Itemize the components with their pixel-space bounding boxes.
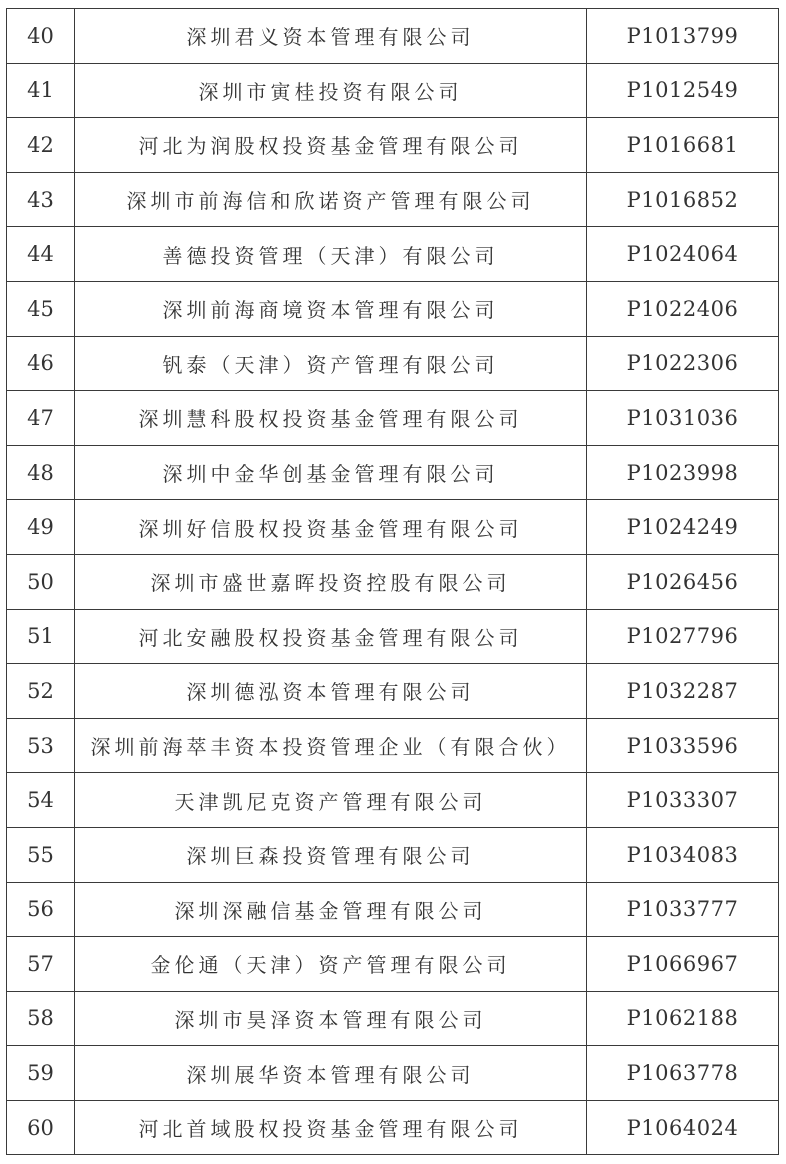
registration-code: P1031036 [587, 391, 779, 446]
company-name: 深圳君义资本管理有限公司 [75, 9, 587, 64]
institution-table-container [6, 8, 779, 1155]
row-number: 48 [7, 445, 75, 500]
row-number: 58 [7, 991, 75, 1046]
row-number: 56 [7, 882, 75, 937]
row-number: 49 [7, 500, 75, 555]
row-number: 57 [7, 937, 75, 992]
company-name: 深圳市盛世嘉晖投资控股有限公司 [75, 554, 587, 609]
table-row [7, 609, 779, 664]
row-number: 47 [7, 391, 75, 446]
row-number: 44 [7, 227, 75, 282]
table-row [7, 118, 779, 173]
registration-code: P1016681 [587, 118, 779, 173]
registration-code: P1024249 [587, 500, 779, 555]
registration-code: P1024064 [587, 227, 779, 282]
company-name: 深圳前海萃丰资本投资管理企业（有限合伙） [75, 718, 587, 773]
company-name: 深圳前海商境资本管理有限公司 [75, 281, 587, 336]
company-name: 深圳市昊泽资本管理有限公司 [75, 991, 587, 1046]
company-name: 深圳巨森投资管理有限公司 [75, 827, 587, 882]
registration-code: P1023998 [587, 445, 779, 500]
table-row [7, 391, 779, 446]
registration-code: P1033596 [587, 718, 779, 773]
table-row [7, 664, 779, 719]
row-number: 50 [7, 554, 75, 609]
registration-code: P1026456 [587, 554, 779, 609]
row-number: 42 [7, 118, 75, 173]
table-row [7, 500, 779, 555]
registration-code: P1033307 [587, 773, 779, 828]
row-number: 40 [7, 9, 75, 64]
row-number: 51 [7, 609, 75, 664]
table-row [7, 227, 779, 282]
row-number: 59 [7, 1046, 75, 1101]
registration-code: P1033777 [587, 882, 779, 937]
table-body [7, 9, 779, 1155]
company-name: 天津凯尼克资产管理有限公司 [75, 773, 587, 828]
registration-code: P1063778 [587, 1046, 779, 1101]
registration-code: P1016852 [587, 172, 779, 227]
registration-code: P1022406 [587, 281, 779, 336]
company-name: 深圳德泓资本管理有限公司 [75, 664, 587, 719]
registration-code: P1013799 [587, 9, 779, 64]
row-number: 45 [7, 281, 75, 336]
table-row [7, 991, 779, 1046]
table-row [7, 336, 779, 391]
registration-code: P1022306 [587, 336, 779, 391]
table-row [7, 718, 779, 773]
row-number: 43 [7, 172, 75, 227]
registration-code: P1012549 [587, 63, 779, 118]
company-name: 深圳好信股权投资基金管理有限公司 [75, 500, 587, 555]
row-number: 46 [7, 336, 75, 391]
row-number: 53 [7, 718, 75, 773]
row-number: 55 [7, 827, 75, 882]
row-number: 60 [7, 1100, 75, 1155]
company-name: 河北为润股权投资基金管理有限公司 [75, 118, 587, 173]
registration-code: P1066967 [587, 937, 779, 992]
registration-code: P1062188 [587, 991, 779, 1046]
table-row [7, 63, 779, 118]
row-number: 41 [7, 63, 75, 118]
registration-code: P1032287 [587, 664, 779, 719]
company-name: 深圳中金华创基金管理有限公司 [75, 445, 587, 500]
institution-table [6, 8, 779, 1155]
row-number: 52 [7, 664, 75, 719]
company-name: 善德投资管理（天津）有限公司 [75, 227, 587, 282]
company-name: 河北安融股权投资基金管理有限公司 [75, 609, 587, 664]
table-row [7, 882, 779, 937]
table-row [7, 281, 779, 336]
registration-code: P1064024 [587, 1100, 779, 1155]
registration-code: P1027796 [587, 609, 779, 664]
table-row [7, 9, 779, 64]
table-row [7, 172, 779, 227]
company-name: 河北首域股权投资基金管理有限公司 [75, 1100, 587, 1155]
table-row [7, 827, 779, 882]
table-row [7, 937, 779, 992]
table-row [7, 554, 779, 609]
table-row [7, 1046, 779, 1101]
company-name: 深圳深融信基金管理有限公司 [75, 882, 587, 937]
company-name: 深圳市寅桂投资有限公司 [75, 63, 587, 118]
company-name: 深圳慧科股权投资基金管理有限公司 [75, 391, 587, 446]
table-row [7, 773, 779, 828]
row-number: 54 [7, 773, 75, 828]
table-row [7, 445, 779, 500]
company-name: 金伦通（天津）资产管理有限公司 [75, 937, 587, 992]
company-name: 深圳展华资本管理有限公司 [75, 1046, 587, 1101]
table-row [7, 1100, 779, 1155]
company-name: 深圳市前海信和欣诺资产管理有限公司 [75, 172, 587, 227]
company-name: 钒泰（天津）资产管理有限公司 [75, 336, 587, 391]
registration-code: P1034083 [587, 827, 779, 882]
